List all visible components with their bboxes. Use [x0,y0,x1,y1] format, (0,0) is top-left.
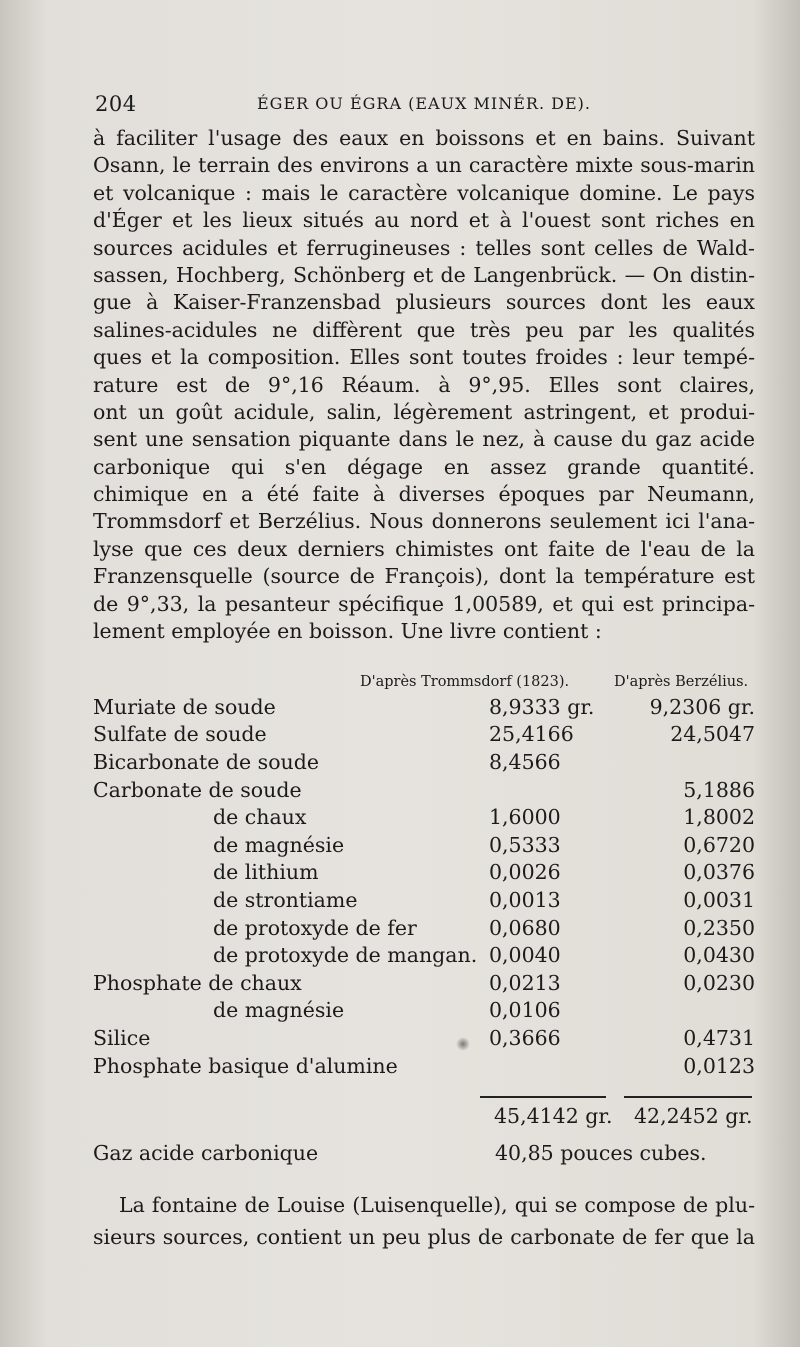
text-line: Franzensquelle (source de François), dont la température est [93,564,755,589]
text-line: de 9°,33, la pesanteur spécifique 1,00589, et qui est principa- [93,591,755,616]
value-trommsdorf: 8,9333 gr. [489,694,595,719]
table-row [93,693,755,721]
value-berzelius: 0,6720 [683,832,755,857]
value-trommsdorf [489,776,639,804]
gas-label: Gaz acide carbonique [93,1141,319,1165]
gas-row [93,1141,707,1165]
table-row [93,886,755,914]
text-line: carbonique qui s'en dégage en assez grande quantité. [93,454,755,479]
value-trommsdorf: 0,5333 [489,832,561,857]
substance-name: Phosphate basique d'alumine [93,1053,398,1078]
text-line: et volcanique : mais le caractère volcanique domine. Le pays [93,180,755,205]
text-line: Trommsdorf et Berzélius. Nous donnerons seulement ici l'ana- [93,509,755,534]
text-line: chimique en a été faite à diverses époques par Neumann, [93,482,755,507]
substance-name: de strontiame [213,887,358,912]
text-line: sassen, Hochberg, Schönberg et de Langenbrück. — On distin- [93,262,755,287]
value-trommsdorf: 0,0213 [489,970,561,995]
substance-name: Muriate de soude [93,694,276,719]
text-line: rature est de 9°,16 Réaum. à 9°,95. Elles sont claires, [93,372,755,397]
text-line: à faciliter l'usage des eaux en boissons et en bains. Suivant [93,126,755,150]
table-row [93,831,755,859]
value-trommsdorf: 0,0680 [489,915,561,940]
next-paragraph [93,1189,755,1253]
table-row [93,803,755,831]
table-row [93,914,755,942]
value-berzelius: 5,1886 [683,777,755,802]
value-trommsdorf: 8,4566 [489,749,561,774]
text-line: d'Éger et les lieux situés au nord et à l'ouest sont riches en [93,208,755,233]
substance-name: Bicarbonate de soude [93,749,319,774]
table-row [93,1024,755,1052]
text-line: sieurs sources, contient un peu plus de carbonate de fer que la [93,1225,755,1249]
value-berzelius: 0,4731 [683,1025,755,1050]
substance-name: de chaux [213,805,307,830]
table-row [93,1052,755,1080]
column-header-trommsdorf: D'après Trommsdorf (1823). [360,674,570,690]
text-line: lement employée en boisson. Une livre contient : [93,619,602,644]
value-berzelius: 1,8002 [683,805,755,830]
value-berzelius: 0,2350 [683,915,755,940]
table-row [93,859,755,887]
text-line: sources acidules et ferrugineuses : telles sont celles de Wald- [93,235,755,260]
value-trommsdorf: 0,0040 [489,943,561,968]
value-berzelius: 0,0376 [683,860,755,885]
substance-name: de lithium [213,860,319,885]
text-line: gue à Kaiser-Franzensbad plusieurs sources dont les eaux [93,290,755,315]
substance-name: de protoxyde de fer [213,915,417,940]
value-berzelius [639,748,755,776]
value-trommsdorf: 0,0026 [489,860,561,885]
table-row [93,997,755,1025]
running-title: ÉGER OU ÉGRA (EAUX MINÉR. DE). [257,94,591,113]
text-line: ques et la composition. Elles sont toutes froides : leur tempé- [93,345,755,370]
value-berzelius: 24,5047 [670,722,755,747]
substance-name: Silice [93,1025,151,1050]
sum-rule-trommsdorf [480,1096,606,1098]
text-line: Osann, le terrain des environs a un caractère mixte sous-marin [93,153,755,178]
value-trommsdorf: 0,0013 [489,887,561,912]
value-trommsdorf: 0,0106 [489,998,561,1023]
substance-name: de protoxyde de mangan. [213,943,478,968]
substance-name: de magnésie [213,998,345,1023]
value-berzelius [639,997,755,1025]
table-row [93,941,755,969]
value-trommsdorf: 0,3666 [489,1025,561,1050]
text-line: salines-acidules ne diffèrent que très peu par les qualités [93,317,755,342]
value-berzelius: 9,2306 gr. [649,694,755,719]
table-row [93,776,755,804]
table-row [93,721,755,749]
value-trommsdorf: 25,4166 [489,722,574,747]
text-line: ont un goût acidule, salin, légèrement astringent, et produi- [93,399,755,424]
total-trommsdorf: 45,4142 gr. [494,1104,613,1128]
text-line: La fontaine de Louise (Luisenquelle), qui se compose de plu- [119,1193,755,1217]
total-berzelius: 42,2452 gr. [634,1104,753,1128]
table-row [93,969,755,997]
value-berzelius: 0,0230 [683,970,755,995]
column-header-berzelius: D'après Berzélius. [614,674,749,690]
ink-speck [456,1037,470,1051]
table-row [93,748,755,776]
text-line: lyse que ces deux derniers chimistes ont faite de l'eau de la [93,536,755,561]
value-trommsdorf [489,1052,639,1080]
substance-name: de magnésie [213,832,345,857]
substance-name: Carbonate de soude [93,777,302,802]
sum-rule-berzelius [624,1096,752,1098]
value-berzelius: 0,0430 [683,943,755,968]
text-line: sent une sensation piquante dans le nez, à cause du gaz acide [93,427,755,452]
page-number: 204 [95,92,137,116]
gas-value: 40,85 pouces cubes. [495,1141,707,1165]
value-berzelius: 0,0031 [683,887,755,912]
body-paragraph [93,125,755,645]
substance-name: Phosphate de chaux [93,970,302,995]
value-trommsdorf: 1,6000 [489,805,561,830]
mineral-analysis-table [93,693,755,1079]
substance-name: Sulfate de soude [93,722,267,747]
value-berzelius: 0,0123 [683,1053,755,1078]
